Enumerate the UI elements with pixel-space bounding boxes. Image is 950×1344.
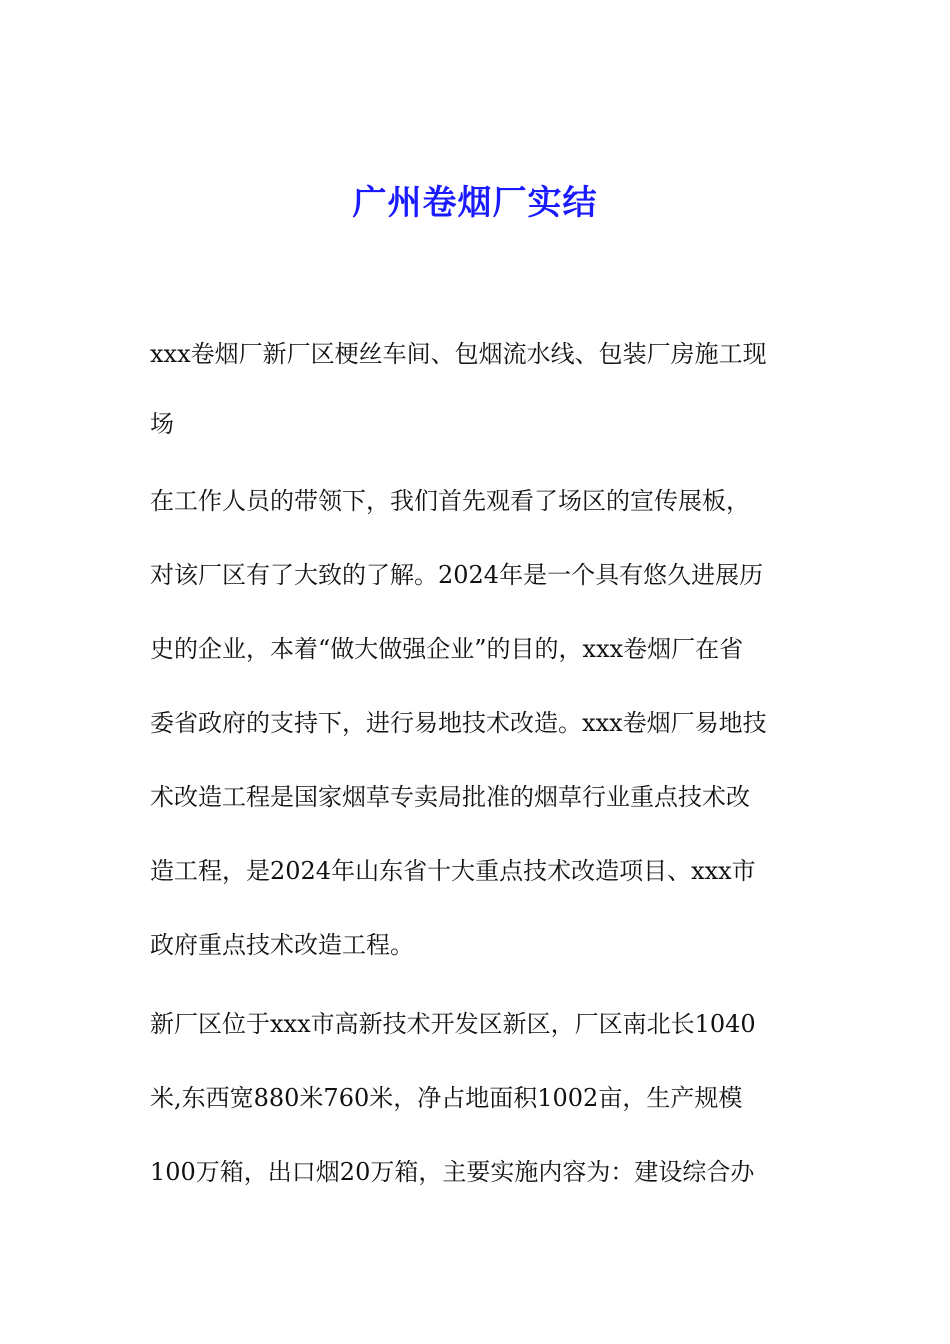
paragraph-line: 术改造工程是国家烟草专卖局批准的烟草行业重点技术改 — [150, 783, 750, 811]
paragraph-line: 对该厂区有了大致的了解。2024年是一个具有悠久进展历 — [150, 561, 764, 589]
paragraph-line: 米,东西宽880米760米，净占地面积1002亩，生产规模 — [150, 1084, 743, 1112]
paragraph-line: 委省政府的支持下，进行易地技术改造。xxx卷烟厂易地技 — [150, 709, 767, 737]
paragraph-line: 在工作人员的带领下，我们首先观看了场区的宣传展板， — [150, 487, 750, 515]
paragraph-line: 场 — [150, 410, 174, 438]
paragraph-line: 100万箱，出口烟20万箱，主要实施内容为：建设综合办 — [150, 1158, 755, 1186]
paragraph-line: 新厂区位于xxx市高新技术开发区新区，厂区南北长1040 — [150, 1010, 756, 1038]
paragraph-line: 造工程，是2024年山东省十大重点技术改造项目、xxx市 — [150, 857, 756, 885]
paragraph-line: 史的企业，本着“做大做强企业”的目的，xxx卷烟厂在省 — [150, 635, 744, 663]
paragraph-line: 政府重点技术改造工程。 — [150, 931, 414, 959]
document-title: 广州卷烟厂实结 — [352, 183, 598, 223]
paragraph-line: xxx卷烟厂新厂区梗丝车间、包烟流水线、包装厂房施工现 — [150, 340, 767, 368]
